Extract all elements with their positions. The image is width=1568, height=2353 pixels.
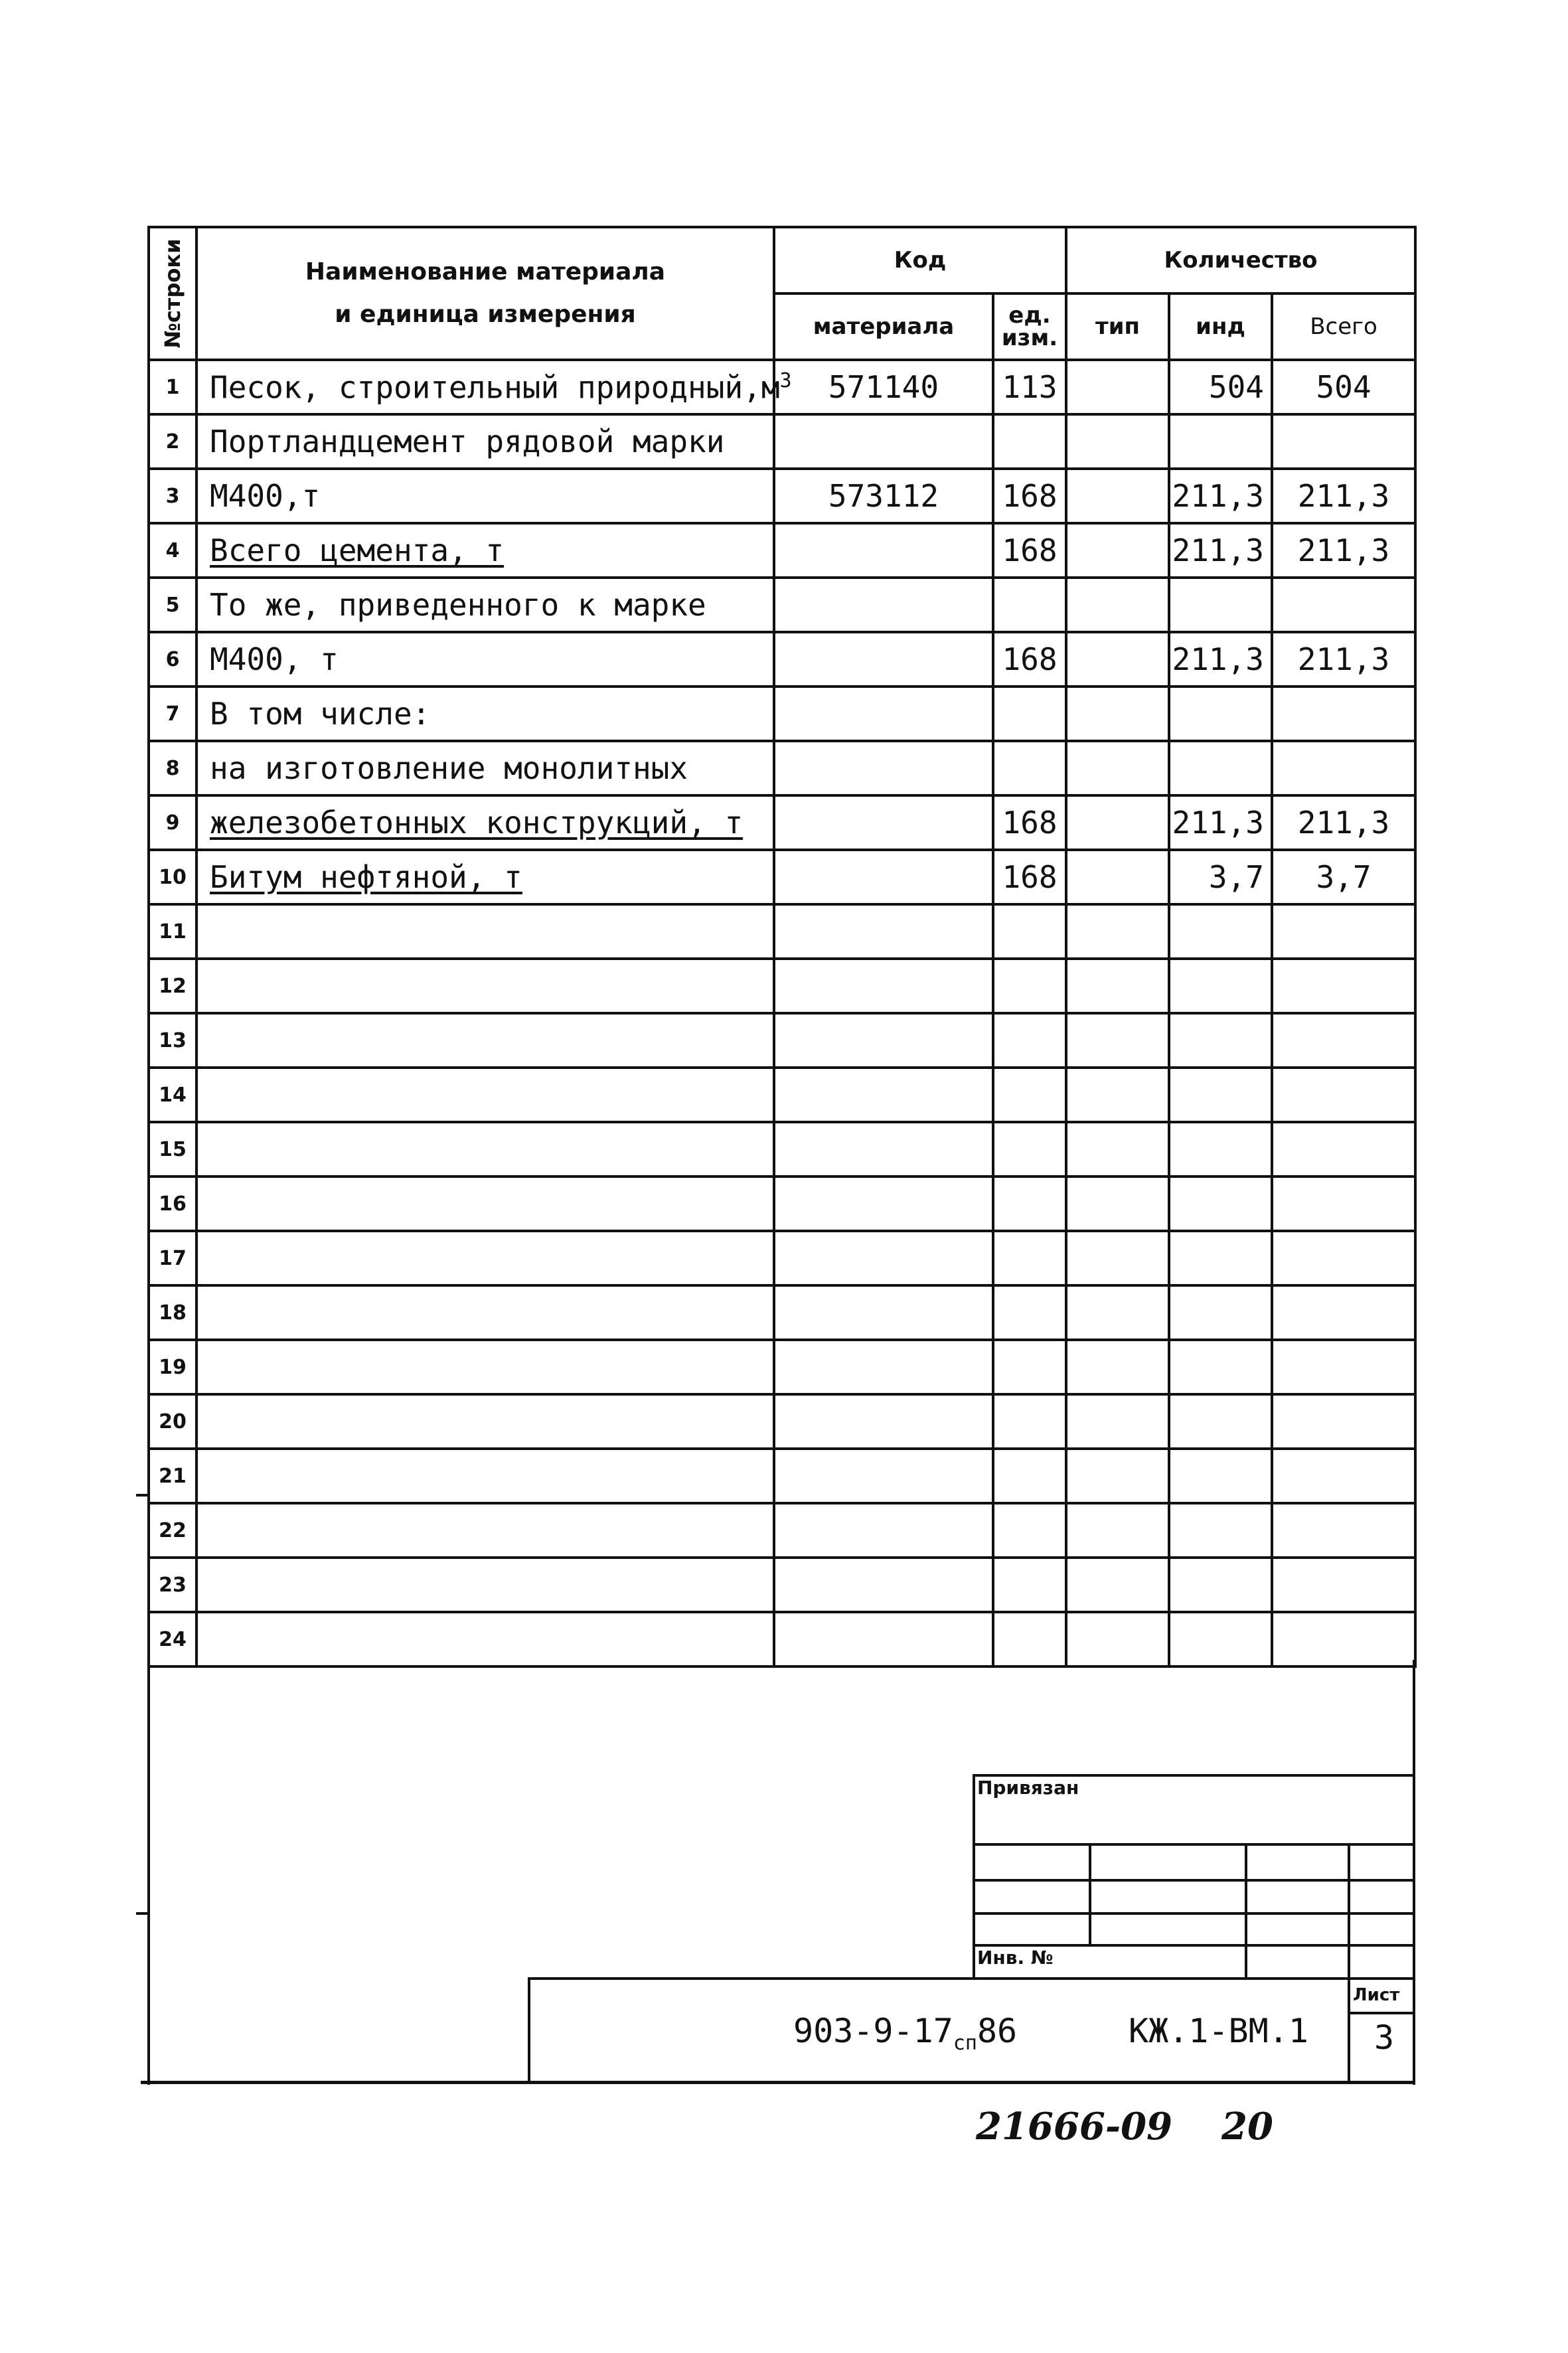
- material-name-cell: [196, 1068, 774, 1122]
- table-row: [149, 1176, 1415, 1231]
- row-number-cell: 2: [149, 414, 196, 469]
- material-code-cell: 573112: [774, 469, 993, 523]
- material-code-cell: [774, 1176, 993, 1231]
- material-code-cell: [774, 904, 993, 959]
- row-number-cell: 23: [149, 1558, 196, 1612]
- material-code-cell: [774, 1558, 993, 1612]
- material-code-cell: [774, 1503, 993, 1558]
- type-cell: [1066, 959, 1169, 1013]
- table-row: [149, 414, 1415, 469]
- material-code-cell: [774, 578, 993, 632]
- ind-cell: [1169, 1013, 1272, 1068]
- header-ind: инд: [1169, 293, 1272, 360]
- material-name-cell: [196, 1503, 774, 1558]
- ind-cell: [1169, 1285, 1272, 1340]
- row-number-cell: 20: [149, 1394, 196, 1449]
- unit-code-cell: [993, 904, 1066, 959]
- total-cell: [1272, 904, 1415, 959]
- material-name-cell: [196, 1231, 774, 1285]
- ind-cell: [1169, 687, 1272, 741]
- total-cell: [1272, 1231, 1415, 1285]
- unit-code-cell: [993, 1449, 1066, 1503]
- frame-right-line: [1413, 1660, 1415, 2085]
- ind-cell: [1169, 1068, 1272, 1122]
- type-cell: [1066, 1503, 1169, 1558]
- material-name-cell: Битум нефтяной, т: [196, 850, 774, 904]
- tb-sheet-divider: [1348, 2012, 1415, 2014]
- material-code-cell: [774, 741, 993, 795]
- type-cell: [1066, 523, 1169, 578]
- unit-code-cell: 168: [993, 469, 1066, 523]
- table-row: [149, 1231, 1415, 1285]
- total-cell: [1272, 741, 1415, 795]
- material-code-cell: [774, 850, 993, 904]
- tb-stamp-top: [528, 1977, 1415, 1980]
- tb-bound-col2: [1245, 1843, 1247, 1980]
- ind-cell: 211,3: [1169, 632, 1272, 687]
- type-cell: [1066, 1394, 1169, 1449]
- unit-code-cell: [993, 741, 1066, 795]
- material-name-cell: [196, 1449, 774, 1503]
- row-number-cell: 17: [149, 1231, 196, 1285]
- type-cell: [1066, 578, 1169, 632]
- type-cell: [1066, 1122, 1169, 1176]
- material-code-cell: [774, 1122, 993, 1176]
- type-cell: [1066, 360, 1169, 414]
- type-cell: [1066, 1176, 1169, 1231]
- material-code-cell: [774, 1394, 993, 1449]
- ind-cell: [1169, 1340, 1272, 1394]
- material-name-cell: Песок, строительный $природный,м^3$: [196, 360, 774, 414]
- margin-tick-2: [136, 1912, 149, 1915]
- material-code-cell: [774, 1231, 993, 1285]
- row-number-cell: 1: [149, 360, 196, 414]
- table-row: [149, 1013, 1415, 1068]
- material-name-cell: [196, 1013, 774, 1068]
- total-cell: [1272, 1394, 1415, 1449]
- header-row-1: [149, 227, 1415, 293]
- type-cell: [1066, 687, 1169, 741]
- type-cell: [1066, 741, 1169, 795]
- project-code: $903-9-17_{сп}86$: [793, 2012, 1018, 2055]
- tb-bound-col1: [1089, 1843, 1091, 1945]
- ind-cell: [1169, 1394, 1272, 1449]
- table-row: [149, 850, 1415, 904]
- unit-code-cell: [993, 1503, 1066, 1558]
- table-row: [149, 795, 1415, 850]
- ind-cell: 504: [1169, 360, 1272, 414]
- table-row: [149, 1122, 1415, 1176]
- material-code-cell: [774, 1068, 993, 1122]
- ind-cell: [1169, 1612, 1272, 1666]
- ind-cell: 3,7: [1169, 850, 1272, 904]
- header-code: Код: [774, 227, 1066, 293]
- material-name-cell: [196, 1340, 774, 1394]
- material-name-cell: [196, 1394, 774, 1449]
- table-row: [149, 1068, 1415, 1122]
- unit-code-cell: [993, 1068, 1066, 1122]
- materials-table: [147, 226, 1417, 1668]
- table-row: [149, 1558, 1415, 1612]
- type-cell: [1066, 1013, 1169, 1068]
- material-code-cell: [774, 414, 993, 469]
- material-name-cell: Портландцемент рядовой марки: [196, 414, 774, 469]
- material-name-cell: [196, 1558, 774, 1612]
- header-material-code: материала: [774, 293, 993, 360]
- table-body: [149, 360, 1415, 1666]
- total-cell: 211,3: [1272, 795, 1415, 850]
- ind-cell: 211,3: [1169, 795, 1272, 850]
- type-cell: [1066, 1231, 1169, 1285]
- unit-code-cell: [993, 1394, 1066, 1449]
- table-row: [149, 578, 1415, 632]
- total-cell: 211,3: [1272, 632, 1415, 687]
- table-row: [149, 360, 1415, 414]
- row-number-cell: 21: [149, 1449, 196, 1503]
- total-cell: [1272, 687, 1415, 741]
- material-code-cell: [774, 1449, 993, 1503]
- material-name-cell: на изготовление монолитных: [196, 741, 774, 795]
- header-type: тип: [1066, 293, 1169, 360]
- row-number-cell: 9: [149, 795, 196, 850]
- material-code-cell: [774, 523, 993, 578]
- material-code-cell: [774, 1013, 993, 1068]
- header-quantity: Количество: [1066, 227, 1415, 293]
- material-name-cell: М400,т: [196, 469, 774, 523]
- total-cell: [1272, 1503, 1415, 1558]
- total-cell: [1272, 414, 1415, 469]
- unit-code-cell: [993, 1558, 1066, 1612]
- type-cell: [1066, 904, 1169, 959]
- material-name-cell: М400, т: [196, 632, 774, 687]
- material-name-cell: железобетонных конструкций, т: [196, 795, 774, 850]
- total-cell: 504: [1272, 360, 1415, 414]
- material-code-cell: [774, 795, 993, 850]
- row-number-cell: 10: [149, 850, 196, 904]
- table-row: [149, 1503, 1415, 1558]
- header-material-name: Наименование материала и единица измерения: [196, 227, 774, 360]
- ind-cell: [1169, 741, 1272, 795]
- row-number-cell: 6: [149, 632, 196, 687]
- type-cell: [1066, 1612, 1169, 1666]
- row-number-cell: 5: [149, 578, 196, 632]
- material-code-cell: [774, 632, 993, 687]
- bound-label: Привязан: [977, 1777, 1079, 1799]
- sheet-number: 3: [1374, 2018, 1395, 2057]
- unit-code-cell: [993, 1122, 1066, 1176]
- type-cell: [1066, 632, 1169, 687]
- row-number-cell: 11: [149, 904, 196, 959]
- material-name-cell: [196, 1612, 774, 1666]
- material-code-cell: 571140: [774, 360, 993, 414]
- ind-cell: [1169, 1558, 1272, 1612]
- unit-code-cell: [993, 1612, 1066, 1666]
- total-cell: [1272, 1176, 1415, 1231]
- unit-code-cell: [993, 959, 1066, 1013]
- row-number-cell: 13: [149, 1013, 196, 1068]
- material-code-cell: [774, 1340, 993, 1394]
- row-number-cell: 19: [149, 1340, 196, 1394]
- row-number-cell: 7: [149, 687, 196, 741]
- material-code-cell: [774, 1612, 993, 1666]
- ind-cell: 211,3: [1169, 523, 1272, 578]
- unit-code-cell: [993, 687, 1066, 741]
- margin-tick-1: [136, 1494, 149, 1497]
- handwritten-page: 20: [1221, 2105, 1273, 2149]
- table-row: [149, 523, 1415, 578]
- table-row: [149, 469, 1415, 523]
- header-row-number: №строки: [149, 227, 196, 360]
- material-name-cell: В том числе:: [196, 687, 774, 741]
- table-row: [149, 1285, 1415, 1340]
- table-row: [149, 741, 1415, 795]
- total-cell: [1272, 1449, 1415, 1503]
- total-cell: [1272, 1558, 1415, 1612]
- table-row: [149, 1449, 1415, 1503]
- material-name-cell: [196, 904, 774, 959]
- unit-code-cell: 168: [993, 850, 1066, 904]
- type-cell: [1066, 1285, 1169, 1340]
- header-total: Всего: [1272, 293, 1415, 360]
- tb-stamp-left: [528, 1977, 530, 2083]
- table-row: [149, 632, 1415, 687]
- row-number-cell: 3: [149, 469, 196, 523]
- material-name-cell: То же, приведенного к марке: [196, 578, 774, 632]
- ind-cell: [1169, 1231, 1272, 1285]
- material-name-cell: [196, 1176, 774, 1231]
- total-cell: 211,3: [1272, 469, 1415, 523]
- total-cell: [1272, 1340, 1415, 1394]
- unit-code-cell: [993, 1340, 1066, 1394]
- table-row: [149, 1394, 1415, 1449]
- ind-cell: [1169, 1449, 1272, 1503]
- type-cell: [1066, 850, 1169, 904]
- unit-code-cell: [993, 414, 1066, 469]
- type-cell: [1066, 1449, 1169, 1503]
- unit-code-cell: 113: [993, 360, 1066, 414]
- material-name-cell: [196, 1122, 774, 1176]
- table-row: [149, 959, 1415, 1013]
- type-cell: [1066, 795, 1169, 850]
- unit-code-cell: [993, 1231, 1066, 1285]
- total-cell: [1272, 1285, 1415, 1340]
- material-name-cell: [196, 1285, 774, 1340]
- total-cell: [1272, 1013, 1415, 1068]
- ind-cell: [1169, 904, 1272, 959]
- table-row: [149, 904, 1415, 959]
- total-cell: [1272, 578, 1415, 632]
- material-name-cell: [196, 959, 774, 1013]
- material-code-cell: [774, 687, 993, 741]
- ind-cell: 211,3: [1169, 469, 1272, 523]
- total-cell: [1272, 1612, 1415, 1666]
- table-row: [149, 1340, 1415, 1394]
- type-cell: [1066, 469, 1169, 523]
- unit-code-cell: 168: [993, 795, 1066, 850]
- inv-label: Инв. №: [977, 1947, 1054, 1969]
- material-code-cell: [774, 1285, 993, 1340]
- handwritten-number: 21666-09: [976, 2105, 1172, 2149]
- ind-cell: [1169, 959, 1272, 1013]
- total-cell: [1272, 1068, 1415, 1122]
- total-cell: 3,7: [1272, 850, 1415, 904]
- total-cell: [1272, 1122, 1415, 1176]
- frame-left-line: [147, 1660, 150, 2085]
- tb-bound-col3: [1348, 1843, 1350, 2082]
- row-number-cell: 18: [149, 1285, 196, 1340]
- row-number-cell: 22: [149, 1503, 196, 1558]
- row-number-cell: 8: [149, 741, 196, 795]
- tb-bound-left: [973, 1774, 975, 1980]
- material-code-cell: [774, 959, 993, 1013]
- type-cell: [1066, 414, 1169, 469]
- ind-cell: [1169, 1503, 1272, 1558]
- unit-code-cell: [993, 1285, 1066, 1340]
- frame-bottom-line: [141, 2081, 1415, 2084]
- row-number-cell: 16: [149, 1176, 196, 1231]
- row-number-cell: 15: [149, 1122, 196, 1176]
- unit-code-cell: [993, 1013, 1066, 1068]
- ind-cell: [1169, 414, 1272, 469]
- row-number-cell: 4: [149, 523, 196, 578]
- document-code: КЖ.1-ВМ.1: [1129, 2012, 1308, 2050]
- row-number-cell: 14: [149, 1068, 196, 1122]
- unit-code-cell: [993, 1176, 1066, 1231]
- table-row: [149, 1612, 1415, 1666]
- row-number-cell: 12: [149, 959, 196, 1013]
- unit-code-cell: 168: [993, 632, 1066, 687]
- total-cell: 211,3: [1272, 523, 1415, 578]
- unit-code-cell: [993, 578, 1066, 632]
- ind-cell: [1169, 578, 1272, 632]
- unit-code-cell: 168: [993, 523, 1066, 578]
- table-row: [149, 687, 1415, 741]
- ind-cell: [1169, 1176, 1272, 1231]
- total-cell: [1272, 959, 1415, 1013]
- ind-cell: [1169, 1122, 1272, 1176]
- material-name-cell: Всего цемента, т: [196, 523, 774, 578]
- type-cell: [1066, 1558, 1169, 1612]
- header-unit: ед. изм.: [993, 293, 1066, 360]
- sheet-label: Лист: [1353, 1985, 1400, 2005]
- row-number-cell: 24: [149, 1612, 196, 1666]
- type-cell: [1066, 1340, 1169, 1394]
- type-cell: [1066, 1068, 1169, 1122]
